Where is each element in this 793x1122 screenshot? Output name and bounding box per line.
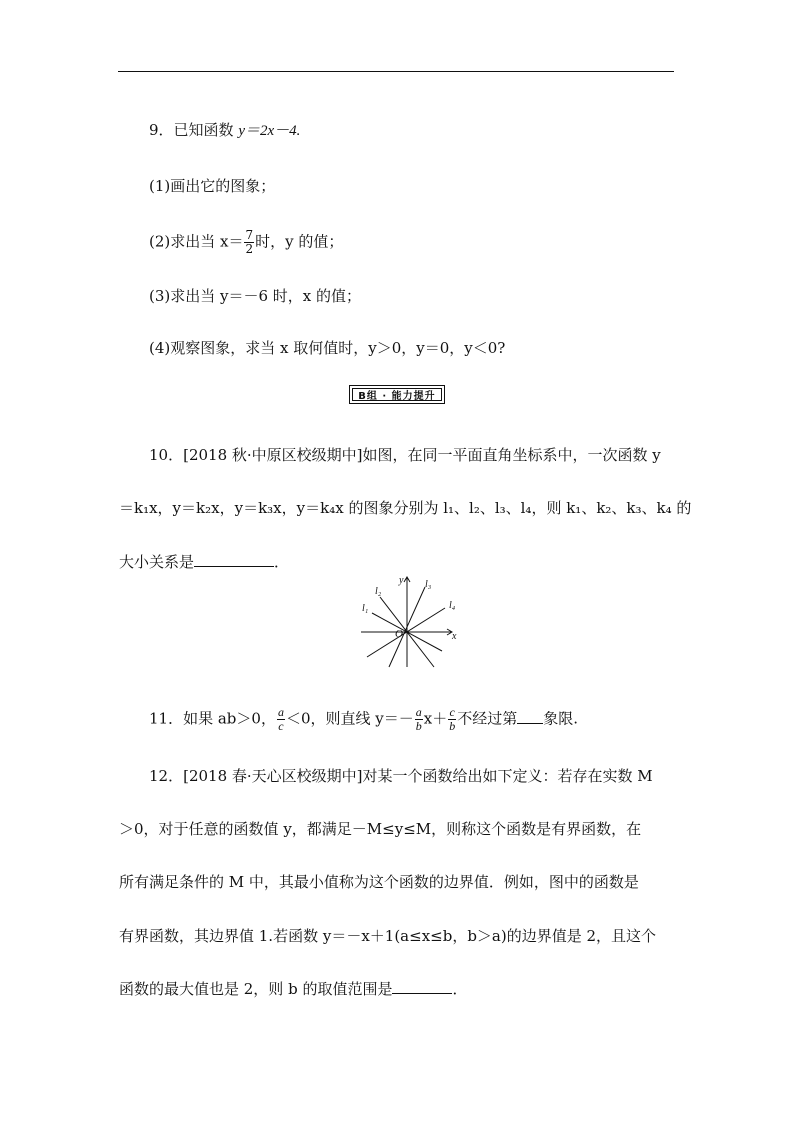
- fraction-den: b: [415, 719, 422, 733]
- section-tag-b-group: B组 · 能力提升: [349, 385, 445, 404]
- fraction-den: b: [449, 719, 456, 733]
- answer-blank: [392, 979, 452, 994]
- q11-stem: [149, 706, 578, 733]
- label-l3: l₃: [425, 579, 432, 590]
- q10-line3-text: 大小关系是: [119, 553, 195, 571]
- q10-figure-lines: [353, 575, 463, 670]
- fraction-num: a: [415, 705, 422, 719]
- q9-part2-post: 时，y 的值；: [255, 232, 344, 251]
- fraction-den: c: [278, 719, 284, 733]
- fraction-num: c: [449, 705, 455, 719]
- q11-mid: ＜0，则直线 y＝－: [285, 709, 414, 728]
- label-l1: l₁: [362, 603, 369, 614]
- y-axis-label: y: [399, 575, 404, 586]
- q9-function: y＝2x－4.: [238, 123, 301, 139]
- q12-line3: 所有满足条件的 M 中，其最小值称为这个函数的边界值．例如，图中的函数是: [119, 873, 639, 891]
- q12-line5: [119, 979, 467, 999]
- q11-mid2: x＋: [423, 709, 448, 728]
- q9-part3: (3)求出当 y＝－6 时，x 的值；: [149, 287, 362, 305]
- fraction-den: 2: [245, 242, 254, 256]
- q10-line3-end: ．: [274, 553, 290, 571]
- q9-part4: (4)观察图象，求当 x 取何值时，y＞0，y＝0，y＜0?: [149, 339, 506, 357]
- fraction-7-2: [244, 229, 254, 256]
- q10-line2: ＝k₁x，y＝k₂x，y＝k₃x，y＝k₄x 的图象分别为 l₁、l₂、l₃、l₄，则 k₁、k₂、k₃、k₄ 的: [119, 499, 692, 517]
- answer-blank: [194, 552, 274, 567]
- q9-part2: [149, 229, 343, 256]
- q11-post: 不经过第: [457, 709, 518, 728]
- answer-blank: [517, 709, 543, 724]
- origin-label: O: [395, 628, 403, 640]
- q10-line1: 10．[2018 秋·中原区校级期中]如图，在同一平面直角坐标系中，一次函数 y: [149, 446, 661, 464]
- q11-end: 象限.: [543, 709, 579, 728]
- q12-line1: 12．[2018 春·天心区校级期中]对某一个函数给出如下定义：若存在实数 M: [149, 767, 653, 785]
- q12-line5-end: ．: [452, 980, 468, 998]
- label-l2: l₂: [375, 586, 382, 597]
- q9-stem: [149, 120, 300, 141]
- q10-line3: [119, 552, 289, 572]
- q9-part1: (1)画出它的图象；: [149, 177, 276, 195]
- q12-line5-text: 函数的最大值也是 2，则 b 的取值范围是: [119, 980, 393, 998]
- q9-stem-prefix: 9．已知函数: [149, 121, 239, 139]
- fraction-a-b: [415, 706, 423, 733]
- label-l4: l₄: [449, 600, 456, 611]
- fraction-a-c: [277, 706, 285, 733]
- q12-line2: ＞0，对于任意的函数值 y，都满足－M≤y≤M，则称这个函数是有界函数，在: [119, 820, 642, 838]
- fraction-num: a: [277, 705, 284, 719]
- x-axis-label: x: [452, 631, 457, 642]
- header-rule: [118, 71, 674, 72]
- fraction-c-b: [448, 706, 456, 733]
- q12-line4: 有界函数，其边界值 1.若函数 y＝－x＋1(a≤x≤b，b＞a)的边界值是 2，且这个: [119, 927, 657, 945]
- fraction-num: 7: [245, 228, 254, 242]
- q9-part2-pre: (2)求出当 x＝: [149, 232, 244, 251]
- q11-pre: 11．如果 ab＞0，: [149, 709, 276, 728]
